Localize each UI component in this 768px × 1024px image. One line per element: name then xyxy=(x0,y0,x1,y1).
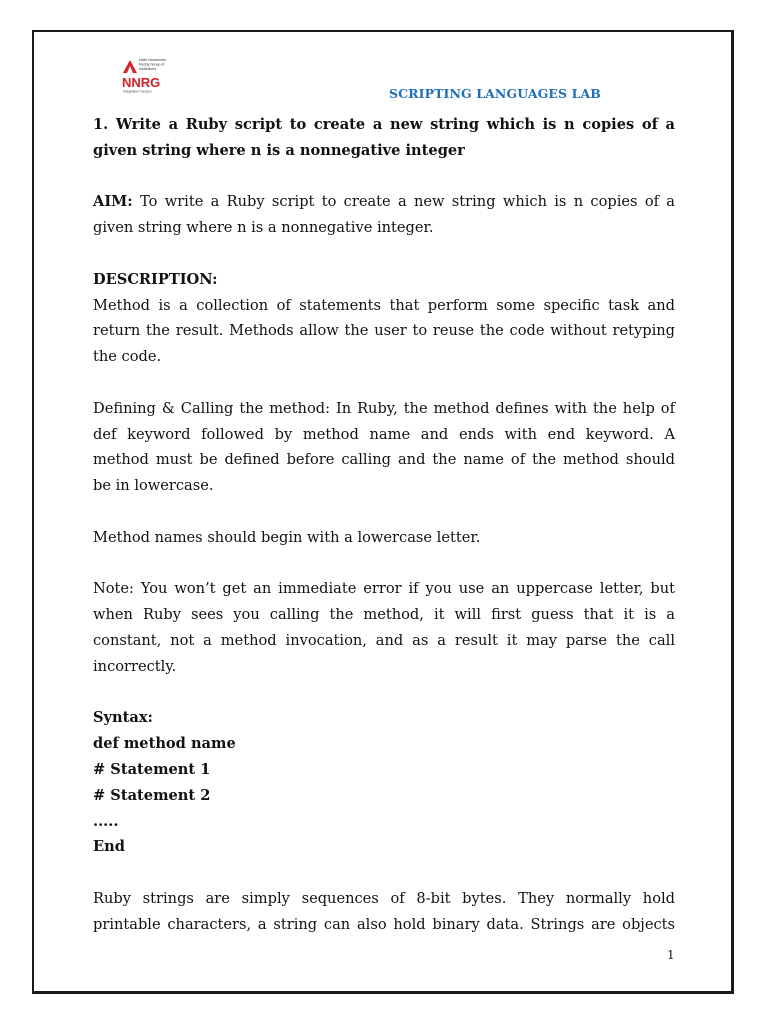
note-line-2: when Ruby sees you calling the method, it will first guess that it is a xyxy=(93,606,675,624)
note-line-4: incorrectly. xyxy=(93,657,177,675)
desc-para3: Method names should begin with a lowercase letter. xyxy=(93,528,481,546)
syntax-line-4: ..... xyxy=(93,812,119,830)
nnrg-logo xyxy=(121,56,185,94)
desc-para2-line-3: method must be defined before calling and the name of the method should xyxy=(93,451,675,469)
logo-tagline: Integrated Campus xyxy=(123,89,152,94)
aim-label: AIM: xyxy=(93,193,133,211)
question-text-1: Write a Ruby script to create a new string which is n copies of a xyxy=(115,116,675,133)
page-number: 1 xyxy=(667,948,675,962)
question-line-1 xyxy=(93,112,675,138)
logo-subtext-3: Institutions xyxy=(139,67,157,71)
desc-para1-line-1: Method is a collection of statements that perform some specific task and xyxy=(93,296,675,314)
question-number: 1. xyxy=(93,116,109,133)
note-line-1: Note: You won’t get an immediate error if you use an uppercase letter, but xyxy=(93,580,675,598)
aim-line-2: given string where n is a nonnegative integer. xyxy=(93,219,434,237)
syntax-line-1: def method name xyxy=(93,735,236,753)
document-body xyxy=(93,112,675,938)
syntax-line-5: End xyxy=(93,838,125,856)
aim-text-1: To write a Ruby script to create a new string which is n copies of a xyxy=(140,193,676,211)
strings-line-1: Ruby strings are simply sequences of 8-bit bytes. They normally hold xyxy=(93,889,675,907)
desc-para2-line-1: Defining & Calling the method: In Ruby, the method defines with the help of xyxy=(93,399,675,417)
header-title: SCRIPTING LANGUAGES LAB xyxy=(389,86,601,101)
logo-subtext-2: Reddy Group of xyxy=(139,62,165,67)
logo-text: NNRG xyxy=(122,75,161,90)
syntax-line-2: # Statement 1 xyxy=(93,760,211,778)
syntax-line-3: # Statement 2 xyxy=(93,786,211,804)
syntax-heading: Syntax: xyxy=(93,709,153,727)
strings-line-2: printable characters, a string can also hold binary data. Strings are objects xyxy=(93,915,675,933)
description-heading: DESCRIPTION: xyxy=(93,270,218,288)
logo-subtext-1: Nalla Narasimha xyxy=(139,58,166,62)
desc-para2-line-2: def keyword followed by method name and ends with end keyword. A xyxy=(93,425,675,443)
desc-para1-line-2: return the result. Methods allow the user to reuse the code without retyping xyxy=(93,322,675,340)
aim-line-1 xyxy=(93,189,675,215)
note-line-3: constant, not a method invocation, and as a result it may parse the call xyxy=(93,631,675,649)
question-line-2: given string where n is a nonnegative integer xyxy=(93,141,465,159)
desc-para2-line-4: be in lowercase. xyxy=(93,477,214,495)
desc-para1-line-3: the code. xyxy=(93,348,162,366)
